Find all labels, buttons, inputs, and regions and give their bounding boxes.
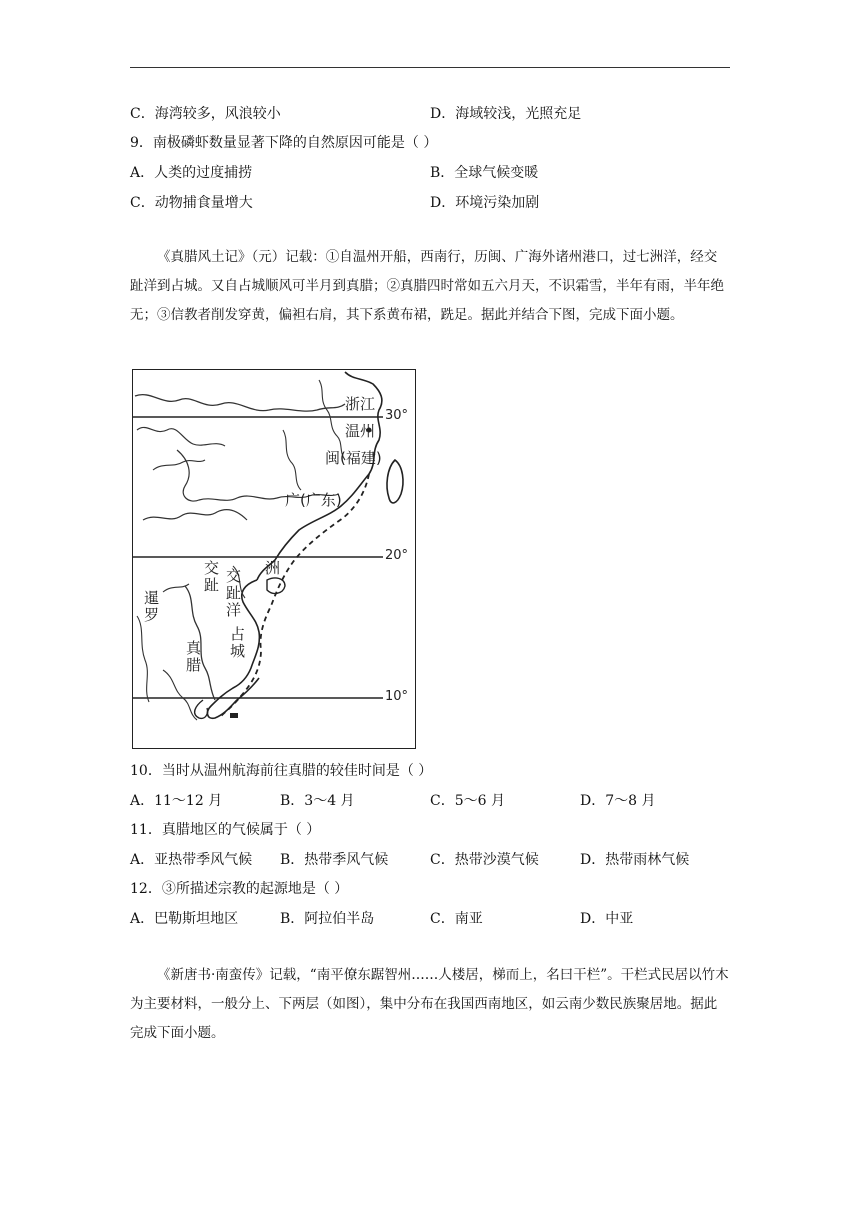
q12-option-d: D．中亚 [580, 911, 634, 927]
river-3 [143, 510, 247, 520]
small-island [230, 713, 238, 718]
q11-stem: 11．真腊地区的气候属于（ ） [130, 822, 321, 838]
q12-option-c: C．南亚 [430, 911, 483, 927]
river-4 [153, 460, 205, 470]
q11-option-b: B．热带季风气候 [280, 852, 389, 868]
q9-option-d: D．环境污染加剧 [430, 195, 540, 211]
q8-option-d: D．海域较浅，光照充足 [430, 106, 582, 122]
q12-stem: 12．③所描述宗教的起源地是（ ） [130, 881, 349, 897]
q9-stem: 9．南极磷虾数量显著下降的自然原因可能是（ ） [130, 135, 438, 151]
passage-zhenla [130, 243, 730, 330]
header-rule [130, 67, 730, 68]
q11-option-d: D．热带雨林气候 [580, 852, 690, 868]
river-6 [319, 380, 345, 460]
cape-coast [195, 700, 208, 718]
label-zhenla: 真腊 [184, 640, 202, 674]
label-jiaozhi: 交趾 [202, 560, 220, 594]
label-zhejiang: 浙江 [345, 395, 376, 413]
q9-option-b: B．全球气候变暖 [430, 165, 539, 181]
q9-option-c: C．动物捕食量增大 [130, 195, 253, 211]
hainan-island [267, 578, 285, 593]
q10-option-c: C．5～6 月 [430, 793, 505, 809]
q9-option-a: A．人类的过度捕捞 [130, 165, 253, 181]
q10-stem: 10．当时从温州航海前往真腊的较佳时间是（ ） [130, 763, 433, 779]
q10-option-b: B．3～4 月 [280, 793, 355, 809]
q11-option-a: A．亚热带季风气候 [130, 852, 253, 868]
latitude-label-30: 30° [385, 408, 409, 423]
passage-zhenla-text: 《真腊风土记》（元）记载：①自温州开船，西南行，历闽、广海外诸州港口，过七洲洋，经交趾洋到占城。又自占城顺风可半月到真腊；②真腊四时常如五六月天，不识霜雪，半年有雨，半年绝无；③信教者削发穿黄，偏袒右肩，其下系黄布裙，跣足。据此并结合下图，完成下面小题。 [130, 249, 724, 323]
river-7 [163, 584, 189, 592]
label-jiaozhi-sea: 交趾洋 [224, 568, 242, 619]
label-zhou: 洲 [265, 559, 281, 577]
taiwan-island [387, 460, 403, 503]
q10-option-d: D．7～8 月 [580, 793, 656, 809]
river-5 [283, 430, 301, 490]
latitude-label-10: 10° [385, 689, 409, 704]
latitude-label-20: 20° [385, 548, 409, 563]
river-9 [163, 670, 197, 720]
label-guang-guangdong: 广(广东) [285, 491, 342, 509]
q12-option-b: B．阿拉伯半岛 [280, 911, 375, 927]
label-zhancheng: 占城 [228, 626, 246, 660]
label-min-fujian: 闽(福建) [325, 449, 382, 467]
sea-route-map [132, 369, 416, 749]
river-8 [137, 616, 149, 702]
q12-option-a: A．巴勒斯坦地区 [130, 911, 239, 927]
q11-option-c: C．热带沙漠气候 [430, 852, 539, 868]
passage-ganlan [130, 961, 730, 1048]
river-2 [137, 427, 225, 446]
passage-ganlan-text: 《新唐书·南蛮传》记载，“南平僚东踞智州……人楼居，梯而上，名曰干栏”。干栏式民居以竹木为主要材料，一般分上、下两层（如图），集中分布在我国西南地区，如云南少数民族聚居地。据此完成下面小题。 [130, 967, 729, 1041]
yangtze-river [135, 395, 345, 412]
label-wenzhou: 温州 [345, 422, 376, 440]
q10-option-a: A．11～12 月 [130, 793, 223, 809]
q8-option-c: C．海湾较多，风浪较小 [130, 106, 281, 122]
label-xianluo: 暹罗 [142, 590, 160, 624]
